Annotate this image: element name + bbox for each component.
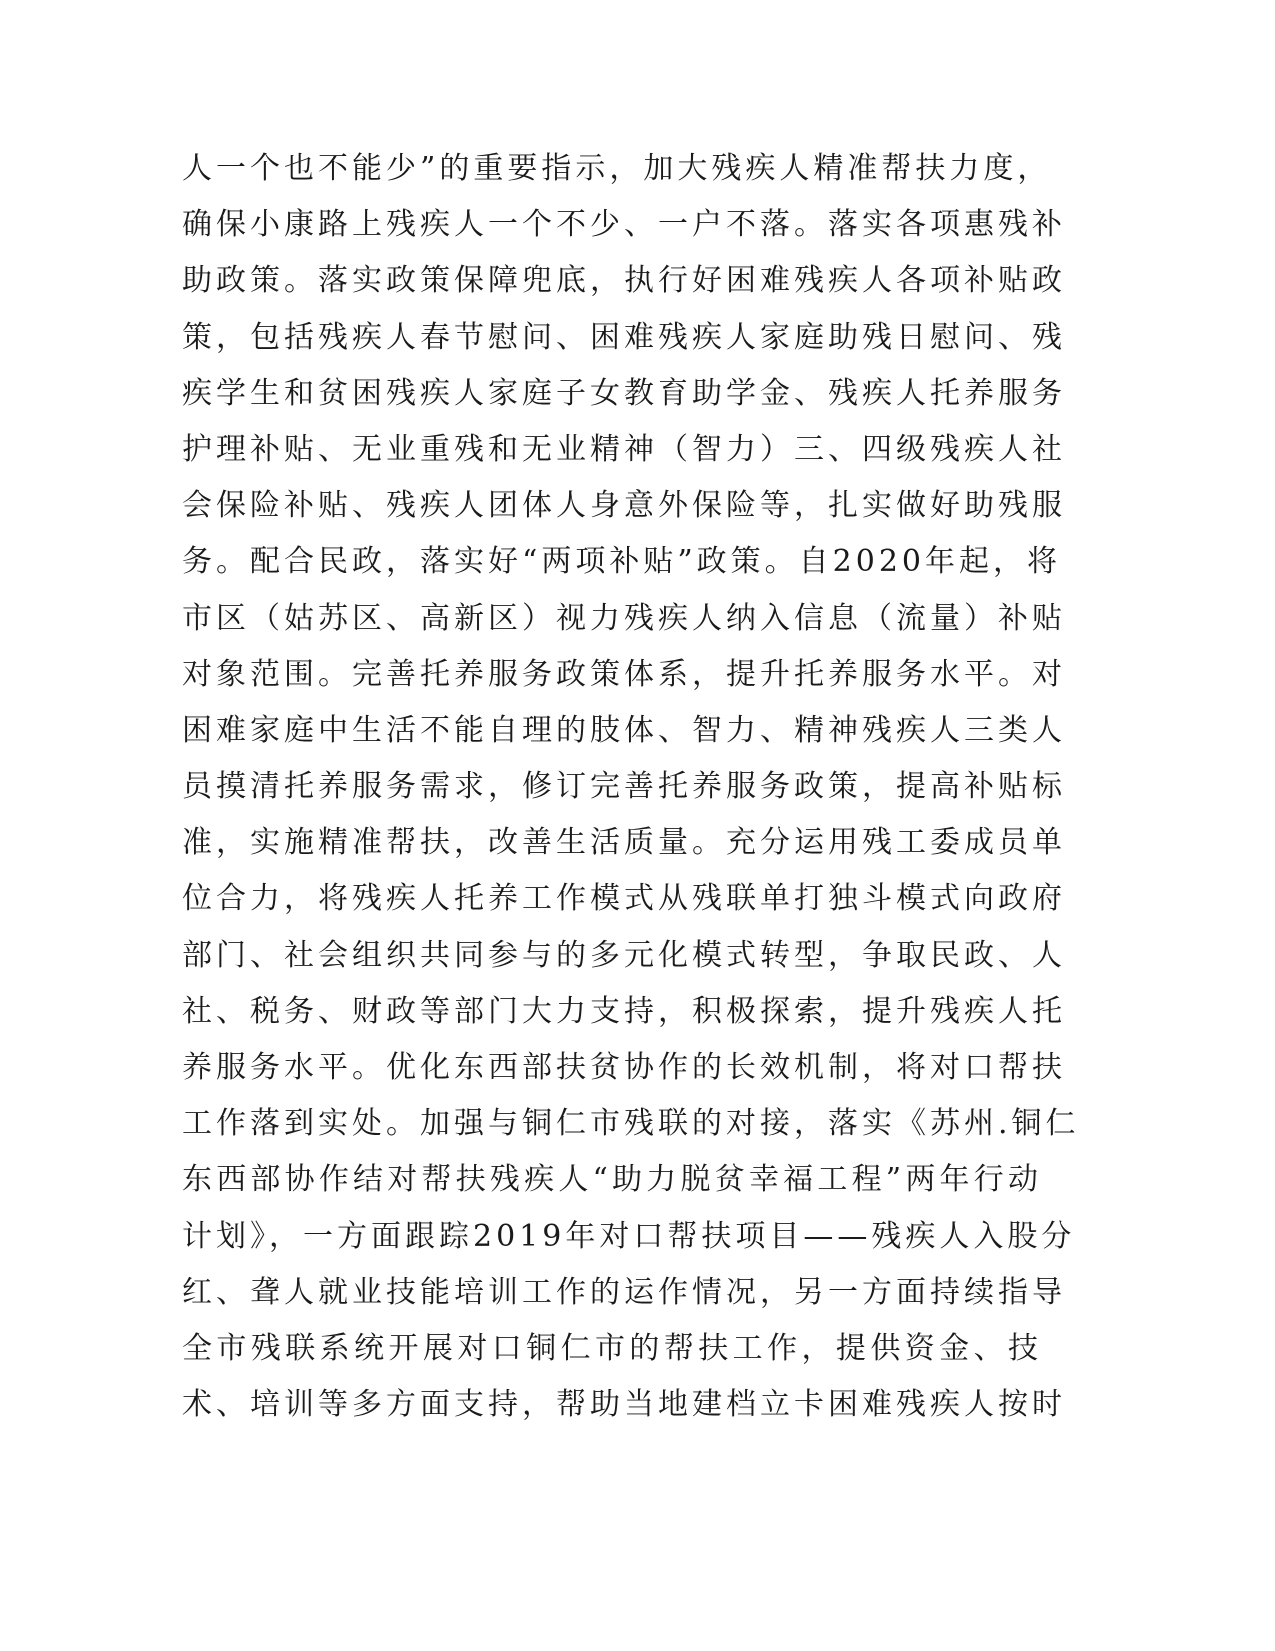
text-line-19: 东西部协作结对帮扶残疾人“助力脱贫幸福工程”两年行动: [182, 1162, 1042, 1198]
text-line-4: 策，包括残疾人春节慰问、困难残疾人家庭助残日慰问、残: [182, 319, 1066, 355]
text-line-16: 社、税务、财政等部门大力支持，积极探索，提升残疾人托: [182, 993, 1066, 1029]
text-line-23: 术、培训等多方面支持，帮助当地建档立卡困难残疾人按时: [182, 1387, 1066, 1423]
text-line-5: 疾学生和贫困残疾人家庭子女教育助学金、残疾人托养服务: [182, 375, 1066, 411]
text-line-12: 员摸清托养服务需求，修订完善托养服务政策，提高补贴标: [182, 769, 1066, 805]
text-line-15: 部门、社会组织共同参与的多元化模式转型，争取民政、人: [182, 937, 1066, 973]
text-line-9: 市区（姑苏区、高新区）视力残疾人纳入信息（流量）补贴: [182, 600, 1066, 636]
text-line-21: 红、聋人就业技能培训工作的运作情况，另一方面持续指导: [182, 1274, 1066, 1310]
text-line-3: 助政策。落实政策保障兜底，执行好困难残疾人各项补贴政: [182, 263, 1066, 299]
text-line-2: 确保小康路上残疾人一个不少、一户不落。落实各项惠残补: [182, 207, 1066, 243]
text-line-13: 准，实施精准帮扶，改善生活质量。充分运用残工委成员单: [182, 825, 1066, 861]
text-line-11: 困难家庭中生活不能自理的肢体、智力、精神残疾人三类人: [182, 712, 1066, 748]
text-line-20: 计划》，一方面跟踪2019年对口帮扶项目——残疾人入股分: [182, 1218, 1076, 1254]
text-line-14: 位合力，将残疾人托养工作模式从残联单打独斗模式向政府: [182, 881, 1066, 917]
text-line-22: 全市残联系统开展对口铜仁市的帮扶工作，提供资金、技: [182, 1330, 1042, 1366]
text-line-8: 务。配合民政，落实好“两项补贴”政策。自2020年起，将: [182, 544, 1062, 580]
text-line-10: 对象范围。完善托养服务政策体系，提升托养服务水平。对: [182, 656, 1066, 692]
text-line-1: 人一个也不能少”的重要指示，加大残疾人精准帮扶力度，: [182, 151, 1052, 186]
text-line-17: 养服务水平。优化东西部扶贫协作的长效机制，将对口帮扶: [182, 1050, 1066, 1085]
text-line-18: 工作落到实处。加强与铜仁市残联的对接，落实《苏州.铜仁: [182, 1106, 1080, 1142]
body-paragraph: [182, 141, 1080, 1433]
text-line-7: 会保险补贴、残疾人团体人身意外保险等，扎实做好助残服: [182, 488, 1066, 524]
text-line-6: 护理补贴、无业重残和无业精神（智力）三、四级残疾人社: [182, 431, 1066, 467]
